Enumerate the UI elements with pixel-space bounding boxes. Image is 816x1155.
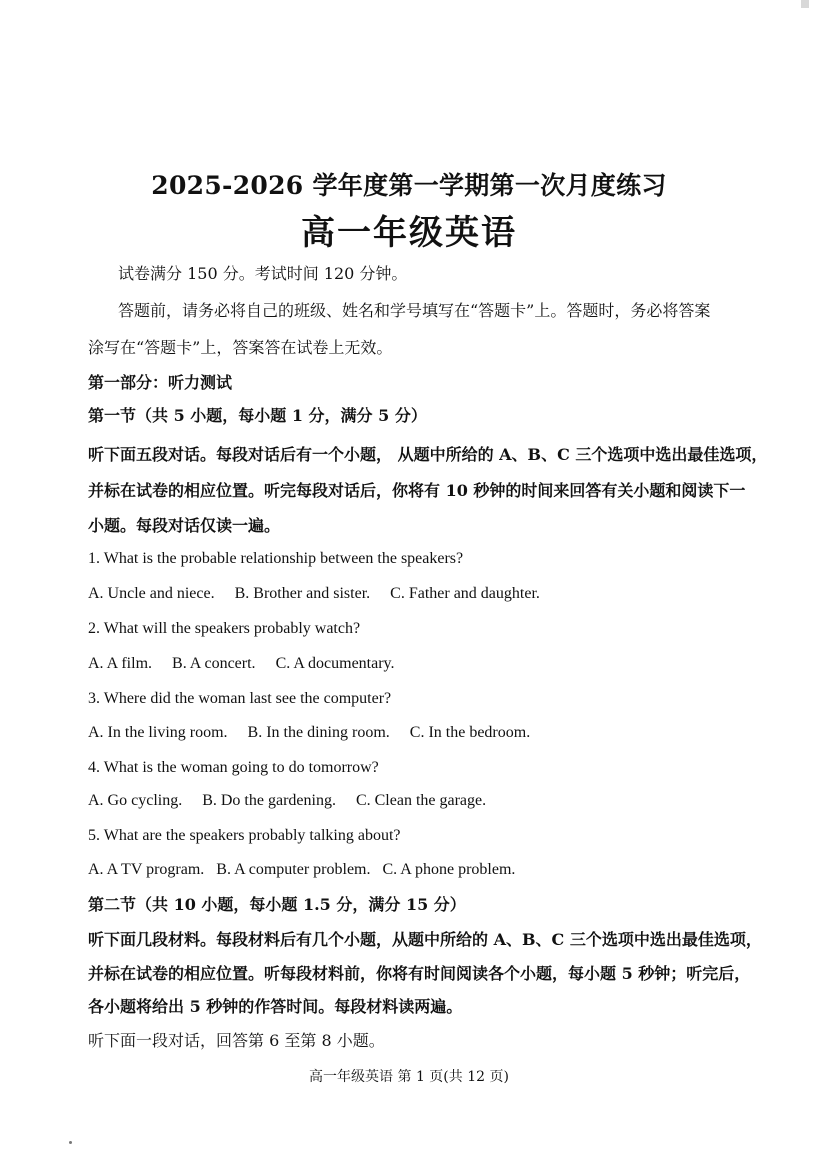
question-1: 1. What is the probable relationship between the speakers? xyxy=(88,550,464,567)
exam-title: 2025-2026 学年度第一学期第一次月度练习 xyxy=(151,171,667,200)
section-two-instruction-line-2: 并标在试卷的相应位置。听每段材料前，你将有时间阅读各个小题，每小题 5 秒钟；听完后， xyxy=(88,964,751,983)
section-one-instruction-line-2: 并标在试卷的相应位置。听完每段对话后，你将有 10 秒钟的时间来回答有关小题和阅读下一 xyxy=(88,481,746,500)
question-2-options xyxy=(88,655,730,673)
scan-corner-mark xyxy=(801,0,809,8)
section-two-instruction-line-3: 各小题将给出 5 秒钟的作答时间。每段材料读两遍。 xyxy=(88,997,463,1016)
question-4-option-c: C. Clean the garage. xyxy=(355,792,487,809)
question-4: 4. What is the woman going to do tomorrow? xyxy=(88,759,379,776)
question-5-option-b: B. A computer problem. xyxy=(216,861,371,878)
question-3-option-c: C. In the bedroom. xyxy=(409,724,531,741)
answer-instruction-line-1: 答题前，请务必将自己的班级、姓名和学号填写在“答题卡”上。答题时，务必将答案 xyxy=(118,301,711,320)
question-4-option-a: A. Go cycling. xyxy=(88,792,183,809)
question-3: 3. Where did the woman last see the computer? xyxy=(88,690,392,707)
question-1-option-a: A. Uncle and niece. xyxy=(88,585,215,602)
scan-dot-mark xyxy=(69,1141,72,1144)
dialogue-instruction: 听下面一段对话，回答第 6 至第 8 小题。 xyxy=(88,1031,385,1050)
page-footer: 高一年级英语 第 1 页(共 12 页) xyxy=(309,1069,509,1085)
question-5-option-c: C. A phone problem. xyxy=(382,861,516,878)
section-one-instruction-line-1: 听下面五段对话。每段对话后有一个小题， 从题中所给的 A、B、C 三个选项中选出最佳选项， xyxy=(88,445,768,464)
section-two-title: 第二节（共 10 小题，每小题 1.5 分，满分 15 分） xyxy=(88,895,466,914)
section-one-instruction-line-3: 小题。每段对话仅读一遍。 xyxy=(88,516,281,535)
question-3-option-a: A. In the living room. xyxy=(88,724,228,741)
question-2-option-a: A. A film. xyxy=(88,655,153,672)
question-4-option-b: B. Do the gardening. xyxy=(202,792,336,809)
question-3-option-b: B. In the dining room. xyxy=(247,724,390,741)
question-5: 5. What are the speakers probably talking about? xyxy=(88,827,401,844)
question-5-options xyxy=(88,861,730,879)
answer-instruction-line-2: 涂写在“答题卡”上，答案答在试卷上无效。 xyxy=(88,338,393,357)
exam-info: 试卷满分 150 分。考试时间 120 分钟。 xyxy=(118,264,408,283)
question-2-option-c: C. A documentary. xyxy=(275,655,395,672)
part-one-title: 第一部分：听力测试 xyxy=(88,373,233,392)
question-1-options xyxy=(88,585,730,603)
section-one-title: 第一节（共 5 小题，每小题 1 分，满分 5 分） xyxy=(88,406,427,425)
question-2: 2. What will the speakers probably watch? xyxy=(88,620,361,637)
question-1-option-b: B. Brother and sister. xyxy=(234,585,371,602)
section-two-instruction-line-1: 听下面几段材料。每段材料后有几个小题，从题中所给的 A、B、C 三个选项中选出最佳选项， xyxy=(88,930,762,949)
question-1-option-c: C. Father and daughter. xyxy=(390,585,540,602)
question-3-options xyxy=(88,724,730,742)
question-2-option-b: B. A concert. xyxy=(172,655,256,672)
question-5-option-a: A. A TV program. xyxy=(88,861,205,878)
question-4-options xyxy=(88,792,730,810)
subject-title: 高一年级英语 xyxy=(301,213,517,253)
